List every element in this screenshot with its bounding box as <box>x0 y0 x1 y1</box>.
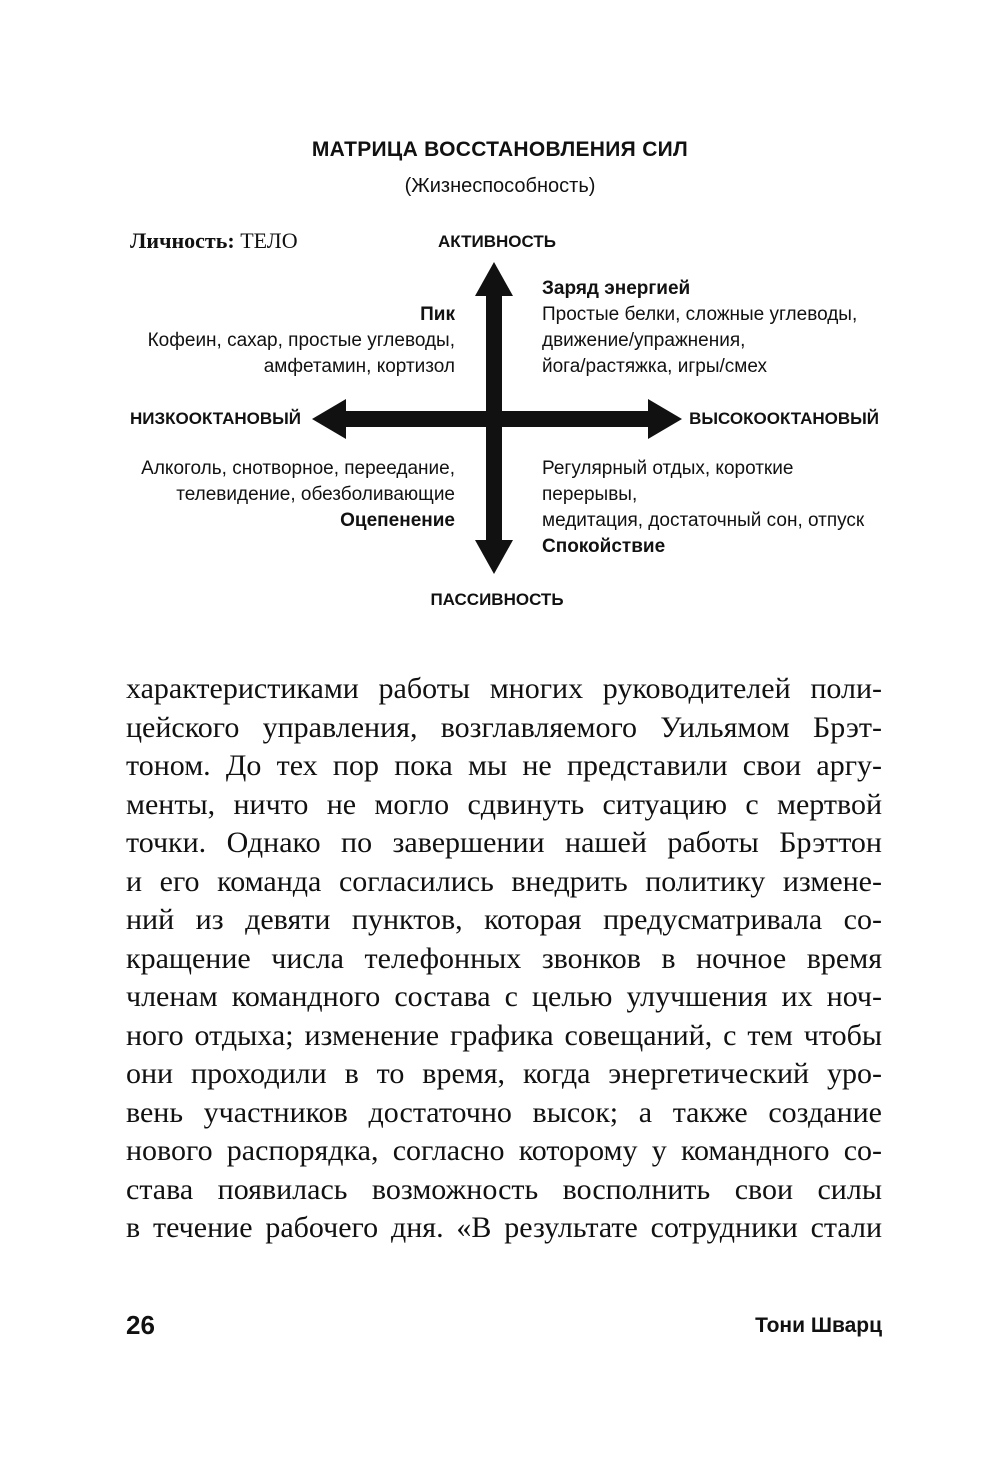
page-number: 26 <box>126 1310 155 1340</box>
running-head-author: Тони Шварц <box>755 1314 882 1337</box>
body-line: точки. Однако по завершении нашей работы Брэттон <box>126 826 882 859</box>
body-line: в течение рабочего дня. «В результате сотрудники стали <box>126 1211 882 1244</box>
quadrant-line: Алкоголь, снотворное, переедание, <box>141 458 455 479</box>
quadrant-line: телевидение, обезболивающие <box>176 484 455 505</box>
axis-label-top: АКТИВНОСТЬ <box>438 232 556 251</box>
axis-label-bottom: ПАССИВНОСТЬ <box>430 590 564 609</box>
body-line: членам командного состава с целью улучшения их ноч- <box>126 980 882 1013</box>
quadrant-line: Кофеин, сахар, простые углеводы, <box>147 330 455 351</box>
body-line: вень участников достаточно высок; а также создание <box>126 1095 882 1129</box>
quadrant-title: Заряд энергией <box>542 278 691 299</box>
axis-label-left: НИЗКООКТАНОВЫЙ <box>130 409 301 428</box>
body-line: тоном. До тех пор пока мы не представили свои аргу- <box>126 749 882 782</box>
quadrant-top-right <box>542 276 887 380</box>
quadrant-line: Простые белки, сложные углеводы, <box>542 304 858 325</box>
quadrant-line: Регулярный отдых, короткие перерывы, <box>542 458 794 505</box>
quadrant-line: йога/растяжка, игры/смех <box>542 356 767 377</box>
personality-label: Личность: <box>130 228 235 253</box>
quadrant-line: амфетамин, кортизол <box>263 356 455 377</box>
body-line: нового распорядка, согласно которому у командного со- <box>126 1134 882 1167</box>
vertical-axis-shaft <box>486 290 502 546</box>
body-line: цейского управления, возглавляемого Уильямом Брэт- <box>126 710 882 744</box>
axis-label-right: ВЫСОКООКТАНОВЫЙ <box>689 409 879 428</box>
body-line: ний из девяти пунктов, которая предусматривала со- <box>126 903 882 936</box>
arrow-right-icon <box>648 399 682 439</box>
figure-title: МАТРИЦА ВОССТАНОВЛЕНИЯ СИЛ <box>311 138 689 161</box>
body-line: они проходили в то время, когда энергетический уро- <box>126 1057 882 1090</box>
quadrant-title: Пик <box>420 304 455 325</box>
quadrant-line: движение/упражнения, <box>542 330 746 351</box>
quadrant-bottom-left <box>110 456 455 534</box>
horizontal-axis-shaft <box>340 411 658 427</box>
quadrant-bottom-right <box>542 456 887 560</box>
body-line: характеристиками работы многих руководителей поли- <box>126 672 882 705</box>
arrow-down-icon <box>475 540 513 574</box>
body-line: кращение числа телефонных звонков в ночное время <box>126 941 882 975</box>
arrow-up-icon <box>475 262 513 296</box>
body-line: става появилась возможность восполнить свои силы <box>126 1172 882 1206</box>
body-line: и его команда согласились внедрить политику измене- <box>126 864 882 898</box>
arrow-left-icon <box>312 399 346 439</box>
body-line: ного отдыха; изменение графика совещаний, с тем чтобы <box>126 1018 882 1052</box>
quadrant-title: Спокойствие <box>542 536 666 557</box>
body-paragraph <box>126 670 882 1248</box>
quadrant-line: медитация, достаточный сон, отпуск <box>542 510 865 531</box>
figure-subtitle: (Жизнеспособность) <box>404 175 596 197</box>
quadrant-title: Оцепенение <box>340 510 455 531</box>
personality-value: ТЕЛО <box>240 228 298 253</box>
body-line: менты, ничто не могло сдвинуть ситуацию с мертвой <box>126 787 882 821</box>
quadrant-top-left <box>110 302 455 380</box>
